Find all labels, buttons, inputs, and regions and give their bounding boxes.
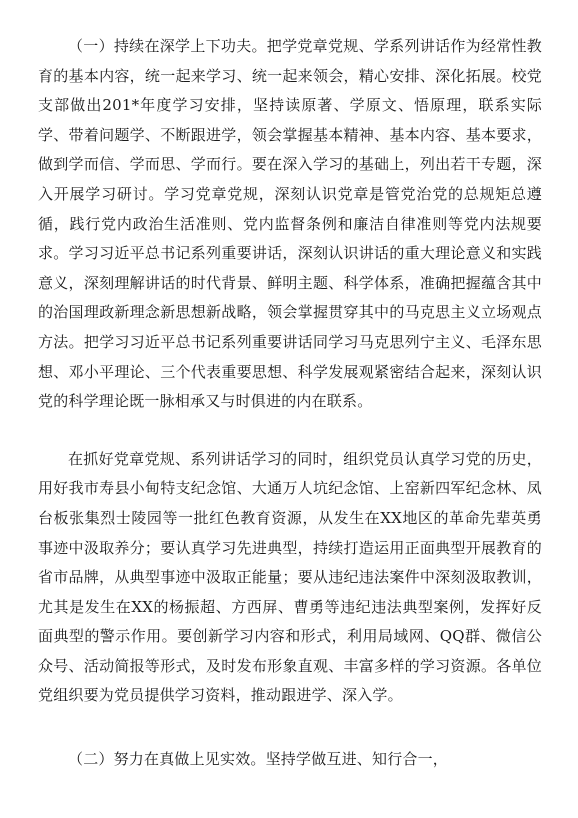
paragraph-1: （一）持续在深学上下功夫。把学党章党规、学系列讲话作为经常性教育的基本内容，统一起来学习、统一起来领会，精心安排、深化拓展。校党支部做出201*年度学习安排，坚持读原著、学原文、悟原理，联系实际学、带着问题学、不断跟进学，领会掌握基本精神、基本内容、基本要求，做到学而信、学而思、学而行。要在深入学习的基础上，列出若干专题，深入开展学习研讨。学习党章党规，深刻认识党章是管党治党的总规矩总遵循，践行党内政治生活准则、党内监督条例和廉洁自律准则等党内法规要求。学习习近平总书记系列重要讲话，深刻认识讲话的重大理论意义和实践意义，深刻理解讲话的时代背景、鲜明主题、科学体系，准确把握蕴含其中的治国理政新理念新思想新战略，领会掌握贯穿其中的马克思主义立场观点方法。把学习习近平总书记系列重要讲话同学习马克思列宁主义、毛泽东思想、邓小平理论、三个代表重要思想、科学发展观紧密结合起来，深刻认识党的科学理论既一脉相承又与时俱进的内在联系。 [38,37,542,411]
paragraph-2: 在抓好党章党规、系列讲话学习的同时，组织党员认真学习党的历史，用好我市寿县小甸特支纪念馆、大通万人坑纪念馆、上窑新四军纪念林、凤台板张集烈士陵园等一批红色教育资源，从发生在XX地区的革命先辈英勇事迹中汲取养分；要认真学习先进典型，持续打造运用正面典型开展教育的省市品牌，从典型事迹中汲取正能量；要从违纪违法案件中深刻汲取教训，尤其是发生在XX的杨振超、方西屏、曹勇等违纪违法典型案例，发挥好反面典型的警示作用。要创新学习内容和形式，利用局域网、QQ群、微信公众号、活动简报等形式，及时发布形象直观、丰富多样的学习资源。各单位党组织要为党员提供学习资料，推动跟进学、深入学。 [38,449,542,705]
paragraph-3: （二）努力在真做上见实效。坚持学做互进、知行合一， [68,750,449,769]
